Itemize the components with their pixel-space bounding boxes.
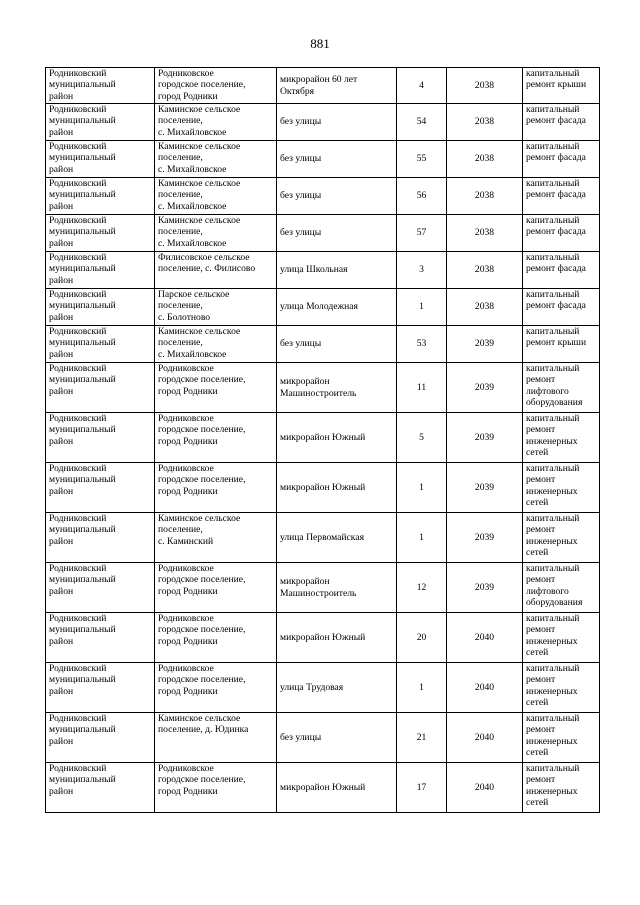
cell-work-type: капитальный ремонт фасада — [523, 178, 600, 215]
cell-settlement: Родниковское городское поселение, город Родники — [155, 663, 277, 713]
cell-work-type: капитальный ремонт инженерных сетей — [523, 663, 600, 713]
cell-year: 2039 — [447, 326, 523, 363]
cell-year: 2040 — [447, 713, 523, 763]
cell-district: Родниковский муниципальный район — [46, 513, 155, 563]
cell-street: улица Молодежная — [277, 289, 397, 326]
table-row — [46, 563, 600, 613]
cell-house-number: 1 — [397, 289, 447, 326]
table-row — [46, 178, 600, 215]
cell-year: 2039 — [447, 413, 523, 463]
cell-house-number: 11 — [397, 363, 447, 413]
table-row — [46, 513, 600, 563]
cell-settlement: Каминское сельское поселение, с. Михайловское — [155, 104, 277, 141]
cell-work-type: капитальный ремонт инженерных сетей — [523, 463, 600, 513]
cell-house-number: 57 — [397, 215, 447, 252]
cell-district: Родниковский муниципальный район — [46, 663, 155, 713]
cell-year: 2038 — [447, 252, 523, 289]
cell-house-number: 12 — [397, 563, 447, 613]
cell-street: улица Школьная — [277, 252, 397, 289]
table-row — [46, 289, 600, 326]
cell-year: 2040 — [447, 663, 523, 713]
cell-street: микрорайон Машиностроитель — [277, 363, 397, 413]
cell-street: микрорайон Южный — [277, 763, 397, 813]
cell-street: микрорайон 60 лет Октября — [277, 68, 397, 104]
cell-district: Родниковский муниципальный район — [46, 178, 155, 215]
cell-year: 2038 — [447, 289, 523, 326]
cell-house-number: 20 — [397, 613, 447, 663]
cell-work-type: капитальный ремонт фасада — [523, 289, 600, 326]
cell-year: 2040 — [447, 763, 523, 813]
cell-year: 2039 — [447, 563, 523, 613]
cell-street: улица Первомайская — [277, 513, 397, 563]
cell-work-type: капитальный ремонт лифтового оборудования — [523, 563, 600, 613]
table-row — [46, 215, 600, 252]
cell-house-number: 17 — [397, 763, 447, 813]
cell-settlement: Родниковское городское поселение, город Родники — [155, 68, 277, 104]
cell-street: без улицы — [277, 713, 397, 763]
cell-house-number: 1 — [397, 663, 447, 713]
cell-work-type: капитальный ремонт инженерных сетей — [523, 613, 600, 663]
cell-work-type: капитальный ремонт фасада — [523, 104, 600, 141]
cell-district: Родниковский муниципальный район — [46, 141, 155, 178]
cell-work-type: капитальный ремонт лифтового оборудования — [523, 363, 600, 413]
cell-street: без улицы — [277, 178, 397, 215]
cell-district: Родниковский муниципальный район — [46, 563, 155, 613]
table-row — [46, 413, 600, 463]
cell-district: Родниковский муниципальный район — [46, 763, 155, 813]
repair-schedule-table — [45, 67, 600, 813]
cell-settlement: Каминское сельское поселение, с. Михайловское — [155, 215, 277, 252]
cell-district: Родниковский муниципальный район — [46, 326, 155, 363]
table-row — [46, 363, 600, 413]
cell-district: Родниковский муниципальный район — [46, 68, 155, 104]
cell-settlement: Родниковское городское поселение, город Родники — [155, 463, 277, 513]
cell-year: 2039 — [447, 513, 523, 563]
cell-work-type: капитальный ремонт крыши — [523, 68, 600, 104]
cell-year: 2038 — [447, 215, 523, 252]
cell-work-type: капитальный ремонт фасада — [523, 252, 600, 289]
table-row — [46, 104, 600, 141]
cell-street: микрорайон Южный — [277, 613, 397, 663]
cell-work-type: капитальный ремонт инженерных сетей — [523, 713, 600, 763]
cell-district: Родниковский муниципальный район — [46, 413, 155, 463]
cell-house-number: 56 — [397, 178, 447, 215]
cell-year: 2038 — [447, 104, 523, 141]
cell-work-type: капитальный ремонт инженерных сетей — [523, 513, 600, 563]
cell-district: Родниковский муниципальный район — [46, 463, 155, 513]
cell-street: микрорайон Машиностроитель — [277, 563, 397, 613]
cell-year: 2038 — [447, 178, 523, 215]
cell-year: 2039 — [447, 463, 523, 513]
cell-house-number: 5 — [397, 413, 447, 463]
table-row — [46, 326, 600, 363]
cell-house-number: 3 — [397, 252, 447, 289]
cell-district: Родниковский муниципальный район — [46, 613, 155, 663]
cell-district: Родниковский муниципальный район — [46, 363, 155, 413]
cell-settlement: Родниковское городское поселение, город Родники — [155, 363, 277, 413]
cell-district: Родниковский муниципальный район — [46, 215, 155, 252]
cell-house-number: 1 — [397, 463, 447, 513]
cell-work-type: капитальный ремонт инженерных сетей — [523, 763, 600, 813]
cell-work-type: капитальный ремонт крыши — [523, 326, 600, 363]
cell-settlement: Родниковское городское поселение, город Родники — [155, 763, 277, 813]
table-row — [46, 613, 600, 663]
cell-house-number: 54 — [397, 104, 447, 141]
cell-work-type: капитальный ремонт фасада — [523, 215, 600, 252]
cell-district: Родниковский муниципальный район — [46, 104, 155, 141]
cell-house-number: 55 — [397, 141, 447, 178]
cell-settlement: Родниковское городское поселение, город Родники — [155, 613, 277, 663]
cell-year: 2039 — [447, 363, 523, 413]
cell-street: улица Трудовая — [277, 663, 397, 713]
cell-settlement: Каминское сельское поселение, с. Михайловское — [155, 178, 277, 215]
cell-settlement: Каминское сельское поселение, с. Михайловское — [155, 326, 277, 363]
cell-work-type: капитальный ремонт инженерных сетей — [523, 413, 600, 463]
table-body — [46, 68, 600, 813]
cell-street: без улицы — [277, 141, 397, 178]
cell-house-number: 21 — [397, 713, 447, 763]
table-row — [46, 763, 600, 813]
cell-settlement: Каминское сельское поселение, с. Михайловское — [155, 141, 277, 178]
cell-street: микрорайон Южный — [277, 463, 397, 513]
table-row — [46, 141, 600, 178]
cell-street: без улицы — [277, 104, 397, 141]
cell-district: Родниковский муниципальный район — [46, 252, 155, 289]
table-row — [46, 252, 600, 289]
cell-settlement: Каминское сельское поселение, с. Каминский — [155, 513, 277, 563]
cell-year: 2040 — [447, 613, 523, 663]
cell-house-number: 1 — [397, 513, 447, 563]
cell-street: без улицы — [277, 326, 397, 363]
cell-year: 2038 — [447, 141, 523, 178]
table-row — [46, 713, 600, 763]
cell-house-number: 53 — [397, 326, 447, 363]
cell-street: микрорайон Южный — [277, 413, 397, 463]
page-number: 881 — [310, 36, 330, 51]
table-row — [46, 663, 600, 713]
cell-work-type: капитальный ремонт фасада — [523, 141, 600, 178]
cell-district: Родниковский муниципальный район — [46, 713, 155, 763]
cell-house-number: 4 — [397, 68, 447, 104]
cell-street: без улицы — [277, 215, 397, 252]
table-row — [46, 68, 600, 104]
cell-settlement: Каминское сельское поселение, д. Юдинка — [155, 713, 277, 763]
table-row — [46, 463, 600, 513]
cell-settlement: Филисовское сельское поселение, с. Филисово — [155, 252, 277, 289]
cell-settlement: Парское сельское поселение, с. Болотново — [155, 289, 277, 326]
cell-settlement: Родниковское городское поселение, город Родники — [155, 413, 277, 463]
cell-settlement: Родниковское городское поселение, город Родники — [155, 563, 277, 613]
cell-district: Родниковский муниципальный район — [46, 289, 155, 326]
cell-year: 2038 — [447, 68, 523, 104]
